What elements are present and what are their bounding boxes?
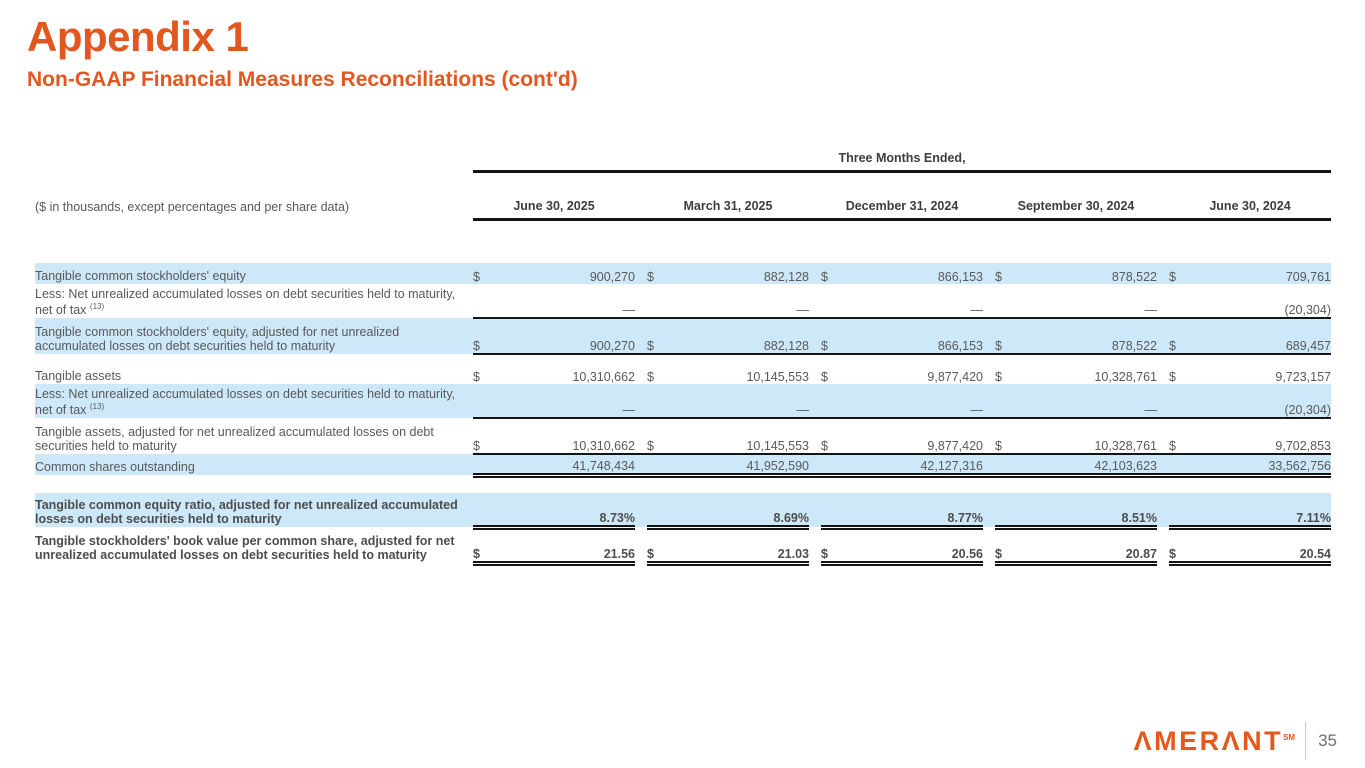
table-row: Tangible assets $ 10,310,662 $ 10,145,553 $ 9,877,420 $ 10,328,761 $ 9,723,157 [35,354,1331,384]
table-row [35,284,1331,318]
cell-value: 900,270 [499,263,635,284]
cell-value: 8.51% [1021,493,1157,527]
row-label: Tangible common stockholders' equity, adjusted for net unrealized accumulated losses on debt securities held to maturity [35,318,473,354]
cell-value: 882,128 [673,263,809,284]
column-header: June 30, 2024 [1169,171,1331,219]
cell-value: — [499,384,635,418]
cell-value: 33,562,756 [1195,454,1331,475]
table-row: Tangible stockholders' book value per common share, adjusted for net unrealized accumulated losses on debt securities held to maturity $ 21.56 $ 21.03 $ 20.56 $ 20.87 $ 20.54 [35,527,1331,563]
row-label: Tangible common equity ratio, adjusted for net unrealized accumulated losses on debt securities held to maturity [35,493,473,527]
cell-value: — [499,284,635,318]
column-header: March 31, 2025 [647,171,809,219]
cell-value: 709,761 [1195,263,1331,284]
cell-value: 882,128 [673,318,809,354]
row-label: Tangible stockholders' book value per common share, adjusted for net unrealized accumulated losses on debt securities held to maturity [35,533,455,563]
cell-value: 41,748,434 [499,454,635,475]
cell-value: — [847,284,983,318]
cell-value: 41,952,590 [673,454,809,475]
table-row: Tangible common stockholders' equity, adjusted for net unrealized accumulated losses on debt securities held to maturity $ 900,270 $ 882,128 $ 866,153 $ 878,522 $ 689,457 [35,318,1331,354]
cell-value: 10,310,662 [499,418,635,454]
row-label: Tangible common stockholders' equity [35,263,473,284]
column-header: December 31, 2024 [821,171,983,219]
cell-value: 42,127,316 [847,454,983,475]
row-label: Less: Net unrealized accumulated losses on debt securities held to maturity, net of tax $^{(13)}$ [35,287,456,318]
page-subtitle: Non-GAAP Financial Measures Reconciliations (cont'd) [27,68,578,92]
cell-value: 866,153 [847,318,983,354]
cell-value: 9,702,853 [1195,418,1331,454]
cell-value: 8.73% [499,493,635,527]
row-label: Common shares outstanding [35,454,473,475]
cell-value: 878,522 [1021,263,1157,284]
footer-divider [1305,722,1306,760]
table-row [35,493,1331,527]
spacer-row [35,219,1331,263]
page-title: Appendix 1 [27,13,249,60]
reconciliation-table [35,145,1331,566]
empty-cell [35,145,473,171]
cell-value: 8.77% [847,493,983,527]
cell-value: 900,270 [499,318,635,354]
cell-value: 20.87 [1021,527,1157,563]
cell-value: 10,145,553 [673,418,809,454]
cell-value: 20.56 [847,527,983,563]
cell-value: 10,310,662 [572,370,635,384]
footnote-ref: (13) [89,402,105,412]
row-label: Tangible assets, adjusted for net unrealized accumulated losses on debt securities held to maturity [35,424,434,454]
cell-value: — [1021,284,1157,318]
slide-footer [1134,722,1337,760]
column-header: September 30, 2024 [995,171,1157,219]
cell-value: (20,304) [1195,284,1331,318]
slide-header [27,14,578,92]
cell-value: 42,103,623 [1021,454,1157,475]
cell-value: — [673,284,809,318]
cell-value: (20,304) [1195,384,1331,418]
table-row: Tangible common stockholders' equity $ 900,270 $ 882,128 $ 866,153 $ 878,522 $ 709,761 [35,263,1331,284]
row-label: Tangible assets [35,369,122,384]
spacer-row [35,475,1331,493]
page-number: 35 [1318,731,1337,750]
cell-value: — [673,384,809,418]
cell-value: 10,328,761 [1021,418,1157,454]
table-row: Tangible assets, adjusted for net unrealized accumulated losses on debt securities held to maturity $ 10,310,662 $ 10,145,553 $ 9,877,420 $ 10,328,761 $ 9,702,853 [35,418,1331,454]
cell-value: 20.54 [1195,527,1331,563]
currency-symbol: $ [473,263,499,284]
cell-value: 866,153 [847,263,983,284]
cell-value: — [847,384,983,418]
cell-value: 878,522 [1021,318,1157,354]
cell-value: 21.56 [499,527,635,563]
units-note: ($ in thousands, except percentages and per share data) [35,200,350,214]
amerant-logo: ΛMERΛNT℠ [1133,725,1296,756]
cell-value: 9,877,420 [927,370,983,384]
cell-value: 7.11% [1195,493,1331,527]
cell-value: 9,723,157 [1275,370,1331,384]
span-header-row [35,145,1331,171]
column-header: June 30, 2025 [473,171,635,219]
cell-value: 689,457 [1195,318,1331,354]
cell-value: 10,328,761 [1094,370,1157,384]
cell-value: — [1021,384,1157,418]
service-mark: SM [1283,732,1296,742]
cell-value: 8.69% [673,493,809,527]
cell-value: 10,145,553 [746,370,809,384]
cell-value: 21.03 [673,527,809,563]
row-label: Less: Net unrealized accumulated losses on debt securities held to maturity, net of tax $^{(13)}$ [35,384,473,418]
footnote-ref: (13) [89,302,105,312]
span-header: Three Months Ended, [473,145,1331,171]
table-row [35,384,1331,418]
cell-value: 9,877,420 [847,418,983,454]
table-row [35,454,1331,475]
column-header-row [35,171,1331,219]
